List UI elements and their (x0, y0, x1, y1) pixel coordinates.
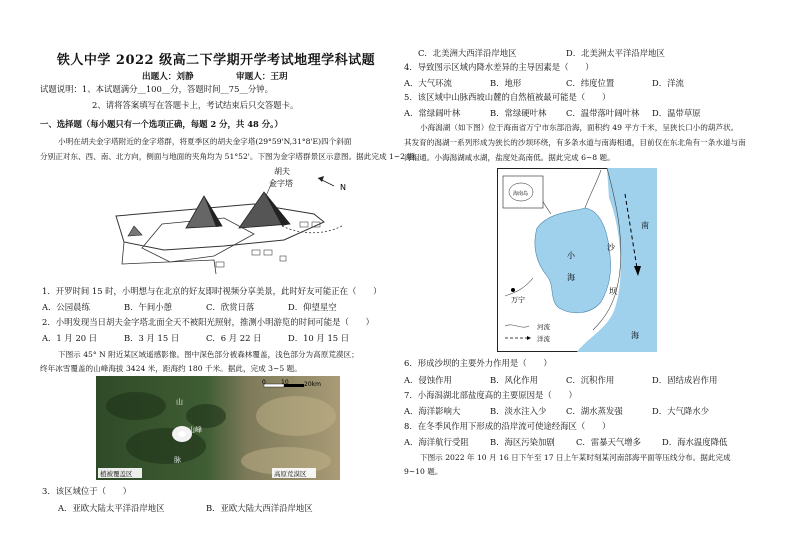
label-wanning: 万宁 (511, 296, 525, 304)
q7-option-b[interactable]: B．淡水注入少 (490, 406, 547, 416)
q1-option-b[interactable]: B．午间小憩 (124, 302, 173, 312)
intro2-line1: 下图示 45° N 附近某区域遥感影像。图中深色部分被森林覆盖，浅色部分为高原荒漠区； (58, 350, 359, 359)
intro1-line1: 小明在胡夫金字塔附近的金字塔群，将夏季区的胡夫金字塔(29°59'N,31°8'E)四个斜面 (58, 137, 352, 146)
legend-current: 洋流 (537, 335, 550, 343)
intro4-line2: 9~10 题。 (404, 467, 443, 476)
label-hufu: 胡夫 (274, 167, 290, 176)
label-shan: 山 (176, 398, 183, 406)
q3-option-b[interactable]: B．亚欧大陆大西洋沿岸地区 (206, 503, 313, 513)
scale-10: 10 (281, 379, 289, 386)
q2-option-c[interactable]: C．6 月 22 日 (206, 333, 262, 343)
intro3-line3: 海相通。小海潟湖咸水湖，盐度处高南低。据此完成 6~8 题。 (404, 153, 615, 162)
pyramid-figure (104, 164, 354, 276)
q4-option-b[interactable]: B．地形 (490, 78, 522, 88)
q5-stem: 5．该区域中山脉西坡山麓的自然植被最可能是（ ） (404, 92, 611, 102)
q8-option-d[interactable]: D．海水温度降低 (662, 437, 728, 447)
q2-option-a[interactable]: A．1 月 20 日 (42, 333, 98, 343)
label-hai: 海 (567, 273, 575, 282)
q8-option-a[interactable]: A．海洋航行受阻 (404, 437, 469, 447)
exam-title: 铁人中学 2022 级高二下学期开学考试地理学科试题 (56, 53, 376, 68)
q6-option-c[interactable]: C．沉积作用 (566, 375, 615, 385)
intro3-line1: 小海潟湖（如下图）位于海南省万宁市东部沿海，面积约 49 平方千米，呈狭长口小的葫芦状。 (420, 123, 739, 132)
label-peak: 山峰 (188, 426, 202, 434)
q5-option-b[interactable]: B．常绿硬叶林 (490, 108, 547, 118)
q6-option-b[interactable]: B．风化作用 (490, 375, 539, 385)
q4-stem: 4．导致图示区域内降水差异的主导因素是（ ） (404, 62, 594, 72)
instructions-line2: 2、请将答案填写在答题卡上，考试结束后只交答题卡。 (92, 100, 299, 110)
label-forest: 植被覆盖区 (100, 470, 133, 478)
q5-option-c[interactable]: C．温带落叶阔叶林 (566, 108, 640, 118)
label-hai2: 海 (631, 331, 639, 340)
q8-option-c[interactable]: C．雷暴天气增多 (576, 437, 642, 447)
q2-option-d[interactable]: D．10 月 15 日 (288, 333, 350, 343)
q4-option-c[interactable]: C．纬度位置 (566, 78, 615, 88)
author-label: 出题人：刘静 (142, 72, 194, 82)
q1-option-d[interactable]: D．仰望星空 (288, 302, 337, 312)
q6-option-a[interactable]: A．侵蚀作用 (404, 375, 452, 385)
intro1-line2: 分别正对东、西、南、北方向，侧面与地面的夹角均为 51°52'。下图为金字塔群景区示意图。据此完成 1~2 题。 (40, 152, 423, 161)
q1-stem: 1．开罗时间 15 时，小明想与在北京的好友即时视频分享美景，此时好友可能正在（ ） (42, 286, 382, 296)
q8-option-b[interactable]: B．海区污染加剧 (490, 437, 555, 447)
reviewer-label: 审题人：王玥 (236, 72, 288, 82)
q3-option-a[interactable]: A．亚欧大陆太平洋沿岸地区 (58, 503, 165, 513)
legend-river: 河流 (537, 323, 550, 331)
q5-option-d[interactable]: D．温带草原 (652, 108, 701, 118)
q1-option-c[interactable]: C．欣赏日落 (206, 302, 255, 312)
q3-option-d[interactable]: D．北美洲太平洋沿岸地区 (566, 48, 665, 58)
scale-0: 0 (262, 379, 266, 386)
scale-20: 20km (304, 381, 321, 388)
q3-option-c[interactable]: C．北美洲大西洋沿岸地区 (418, 48, 517, 58)
q5-option-a[interactable]: A．常绿阔叶林 (404, 108, 461, 118)
q7-option-a[interactable]: A．海洋影响大 (404, 406, 461, 416)
instructions-line1: 试题说明：1、本试题满分__100__分，答题时间__75__分钟。 (40, 84, 273, 94)
q4-option-d[interactable]: D．洋流 (652, 78, 684, 88)
intro3-line2: 其发育的潟湖一系列形成为狭长的沙坝环绕，有多条水道与南海相通，目前仅在东北角有一条水道与南 (404, 138, 746, 147)
q6-option-d[interactable]: D．固结成岩作用 (652, 375, 718, 385)
q7-stem: 7．小海潟湖北部盐度高的主要原因是（ ） (404, 390, 577, 400)
label-pyramid: 金字塔 (269, 179, 293, 188)
q8-stem: 8．在冬季风作用下形成的沿岸流可使途经海区（ ） (404, 421, 611, 431)
satellite-image (96, 376, 340, 480)
label-desert: 高原荒漠区 (274, 470, 307, 478)
section-heading: 一、选择题（每小题只有一个选项正确，每题 2 分，共 48 分。） (40, 119, 283, 129)
lagoon-map (497, 168, 657, 352)
q2-option-b[interactable]: B．3 月 15 日 (124, 333, 180, 343)
intro2-line2: 终年冰雪覆盖的山峰海拔 3424 米，距海约 180 千米。据此，完成 3~5 题。 (40, 364, 302, 373)
inset-label: 海南岛 (513, 191, 529, 197)
q7-option-c[interactable]: C．湖水蒸发强 (566, 406, 623, 416)
q2-stem: 2．小明发现当日胡夫金字塔北面全天不被阳光照射，推测小明游览的时间可能是（ ） (42, 317, 374, 327)
label-xiao: 小 (567, 251, 575, 260)
label-sha: 沙 (607, 243, 615, 252)
intro4-line1: 下图示 2022 年 10 月 16 日下午至 17 日上午某时刻某河南部海平面等压线分布。据此完成 (420, 453, 731, 462)
label-ba: 坝 (609, 287, 617, 296)
label-mai: 脉 (174, 456, 181, 464)
q3-stem: 3．该区域位于（ ） (42, 486, 132, 496)
label-nan: 南 (641, 221, 649, 230)
label-n: N (340, 183, 346, 192)
q7-option-d[interactable]: D．大气降水少 (652, 406, 709, 416)
wanning-dot (511, 288, 515, 292)
q6-stem: 6．形成沙坝的主要外力作用是（ ） (404, 358, 552, 368)
q1-option-a[interactable]: A．公园晨练 (42, 302, 90, 312)
q4-option-a[interactable]: A．大气环流 (404, 78, 452, 88)
